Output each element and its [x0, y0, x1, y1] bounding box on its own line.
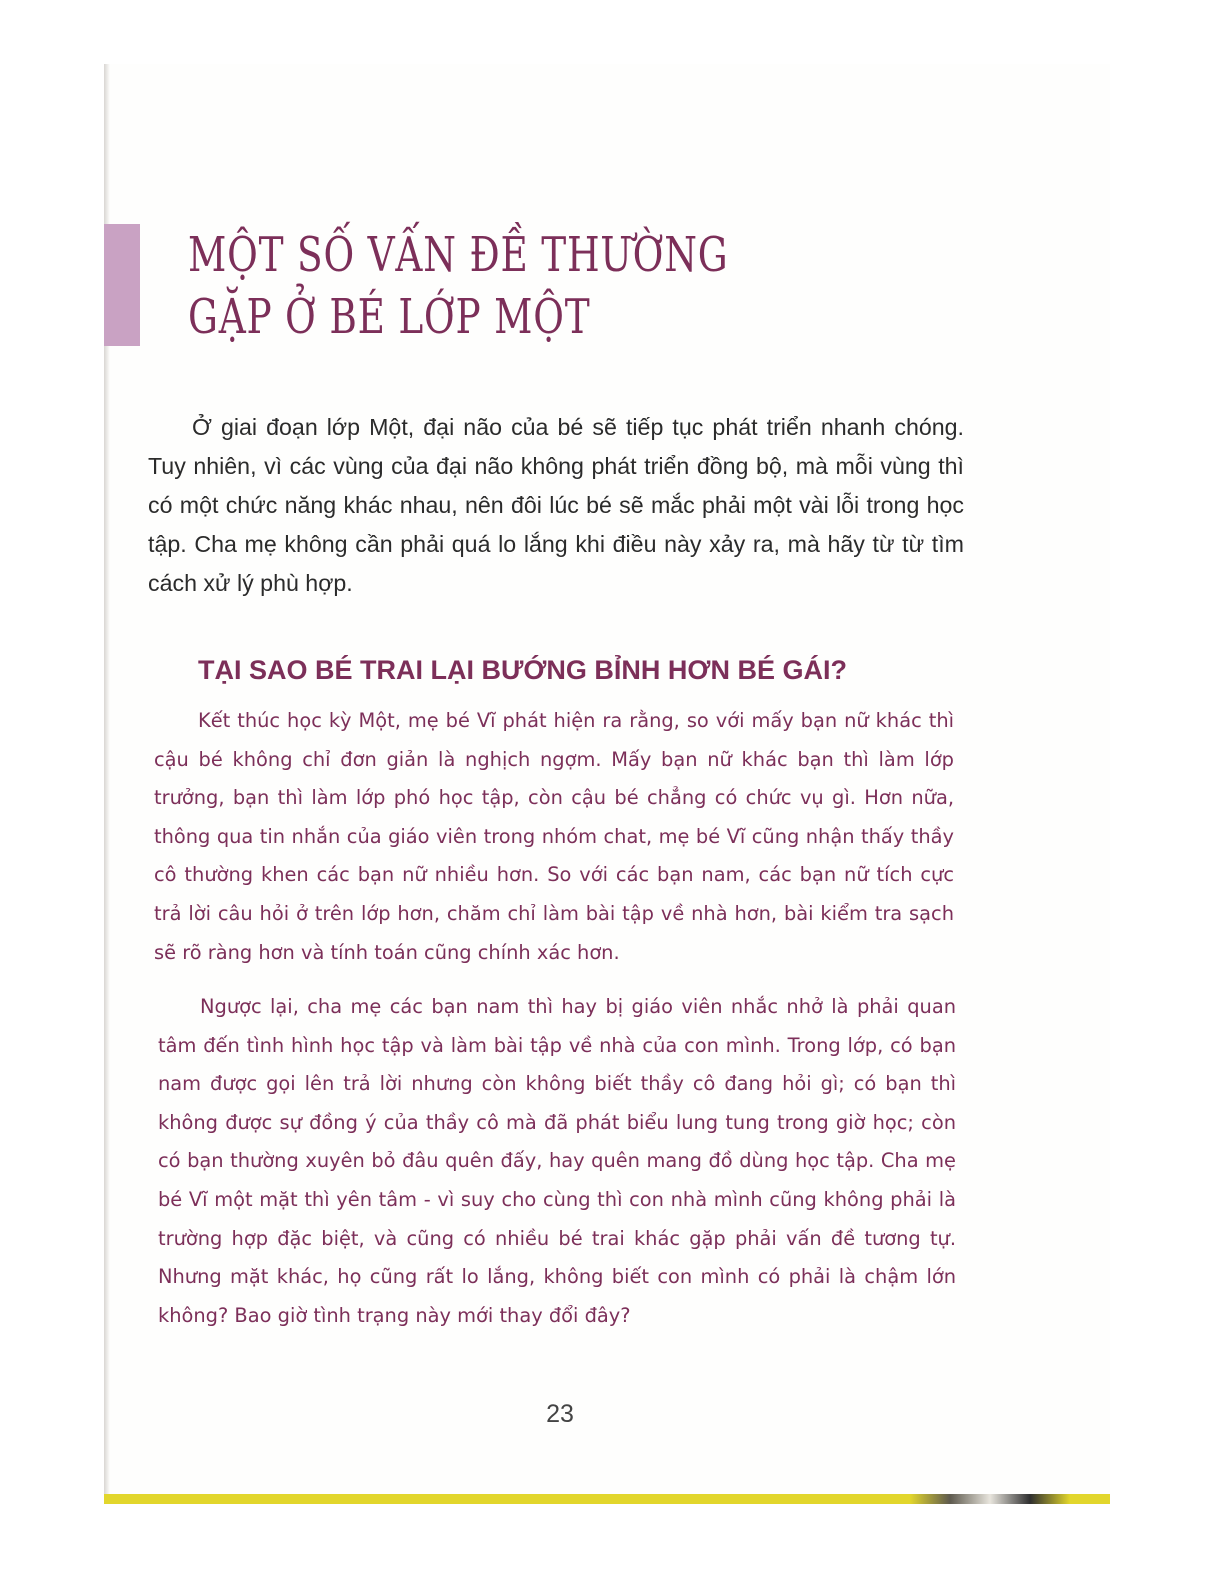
- intro-paragraph: Ở giai đoạn lớp Một, đại não của bé sẽ tiếp tục phát triển nhanh chóng. Tuy nhiên, vì các vùng của đại não không phát triển đồng bộ, mà mỗi vùng thì có một chức năng khác nhau, nên đôi lúc bé sẽ mắc phải một vài lỗi trong học tập. Cha mẹ không cần phải quá lo lắng khi điều này xảy ra, mà hãy từ từ tìm cách xử lý phù hợp.: [148, 414, 964, 596]
- chapter-tab-marker: [104, 224, 140, 346]
- section-heading: TẠI SAO BÉ TRAI LẠI BƯỚNG BỈNH HƠN BÉ GÁI?: [198, 655, 847, 685]
- page-number: 23: [546, 1400, 574, 1428]
- story-paragraph-1: Kết thúc học kỳ Một, mẹ bé Vĩ phát hiện ra rằng, so với mấy bạn nữ khác thì cậu bé không chỉ đơn giản là nghịch ngợm. Mấy bạn nữ khác bạn thì làm lớp trưởng, bạn thì làm lớp phó học tập, còn cậu bé chẳng có chức vụ gì. Hơn nữa, thông qua tin nhắn của giáo viên trong nhóm chat, mẹ bé Vĩ cũng nhận thấy thầy cô thường khen các bạn nữ nhiều hơn. So với các bạn nam, các bạn nữ tích cực trả lời câu hỏi ở trên lớp hơn, chăm chỉ làm bài tập về nhà hơn, bài kiểm tra sạch sẽ rõ ràng hơn và tính toán cũng chính xác hơn.: [154, 709, 954, 964]
- chapter-title: MỘT SỐ VẤN ĐỀ THƯỜNG GẶP Ở BÉ LỚP MỘT: [188, 227, 729, 345]
- book-page: [104, 64, 1110, 1496]
- strip-dark-segment: [910, 1494, 1110, 1504]
- story-paragraph-2: Ngược lại, cha mẹ các bạn nam thì hay bị giáo viên nhắc nhở là phải quan tâm đến tình hình học tập và làm bài tập về nhà của con mình. Trong lớp, có bạn nam được gọi lên trả lời nhưng còn không biết thầy cô đang hỏi gì; có bạn thì không được sự đồng ý của thầy cô mà đã phát biểu lung tung trong giờ học; còn có bạn thường xuyên bỏ đâu quên đấy, hay quên mang đồ dùng học tập. Cha mẹ bé Vĩ một mặt thì yên tâm - vì suy cho cùng thì con nhà mình cũng không phải là trường hợp đặc biệt, và cũng có nhiều bé trai khác gặp phải vấn đề tương tự. Nhưng mặt khác, họ cũng rất lo lắng, không biết con mình có phải là chậm lớn không? Bao giờ tình trạng này mới thay đổi đây?: [158, 995, 956, 1327]
- bottom-color-strip: [104, 1494, 1110, 1504]
